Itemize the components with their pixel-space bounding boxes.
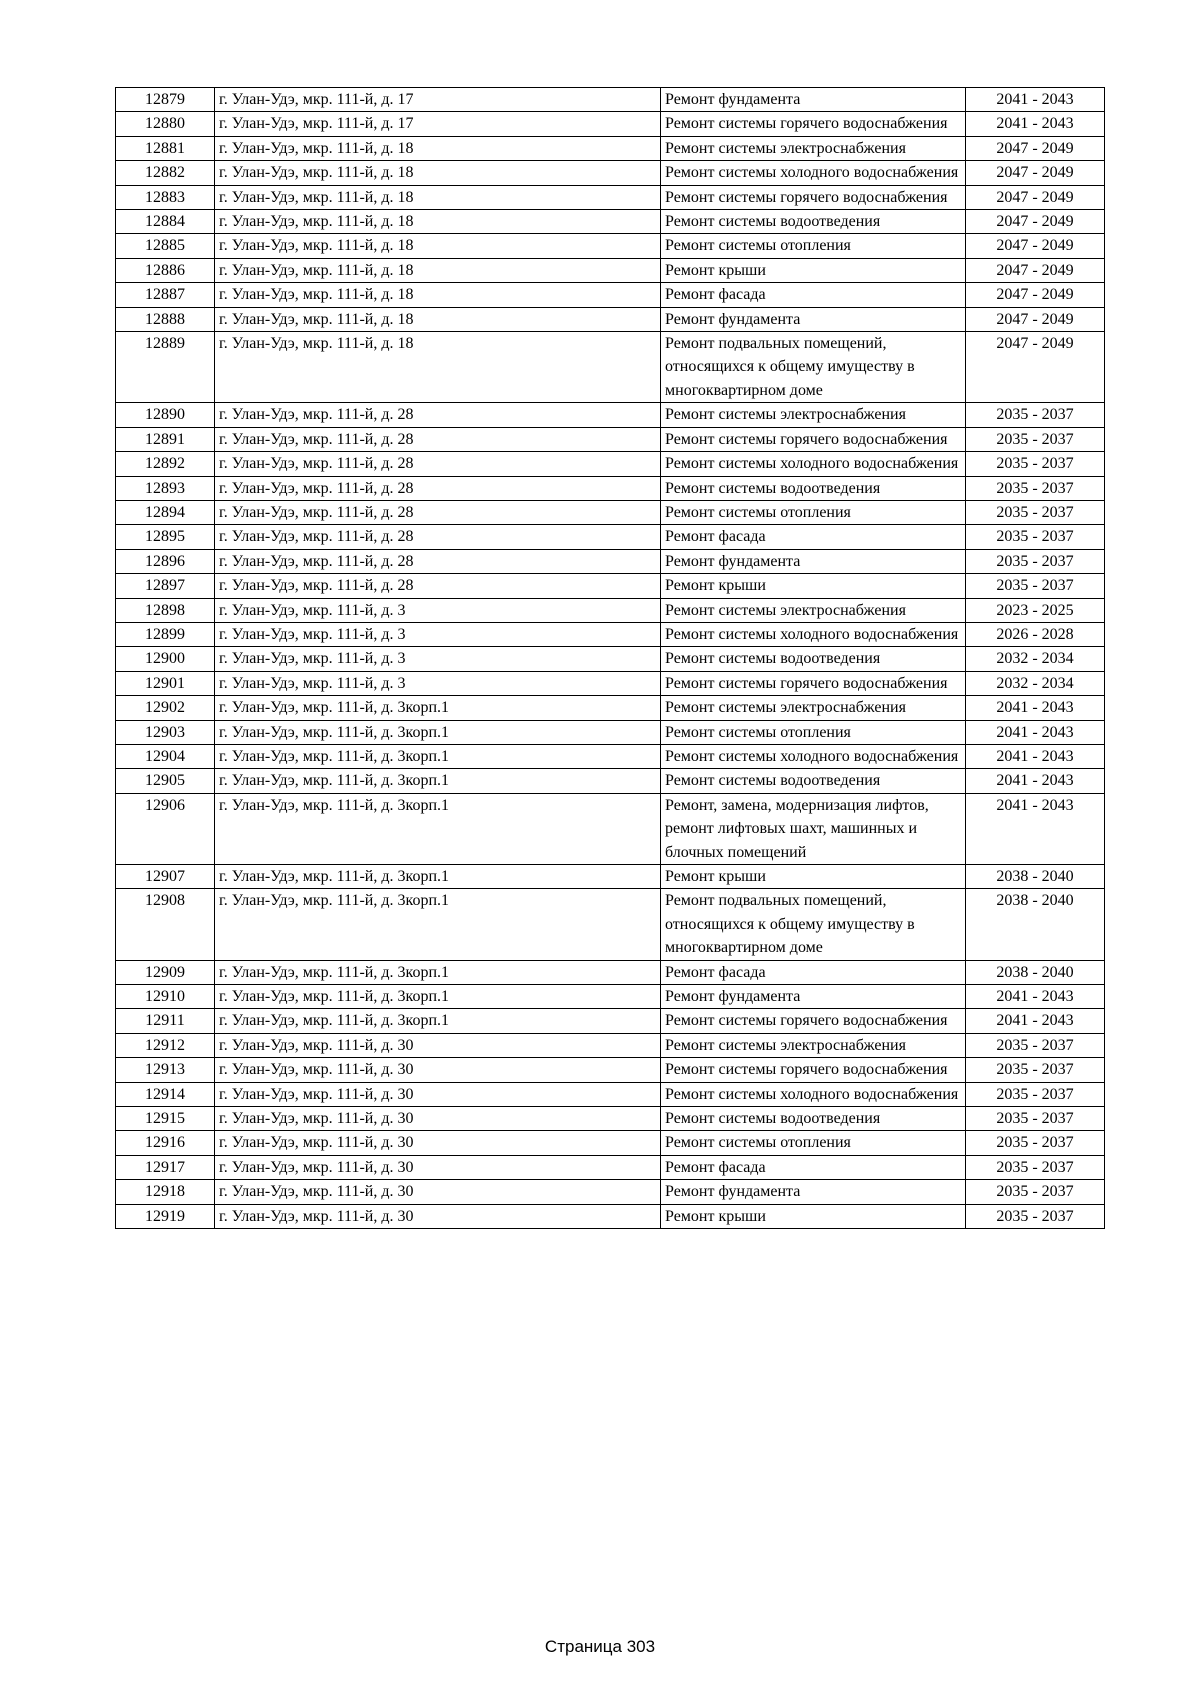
table-row [116,210,1105,234]
table-row [116,647,1105,671]
work-type-cell: Ремонт системы водоотведения [661,210,966,234]
table-row [116,1107,1105,1131]
address-cell: г. Улан-Удэ, мкр. 111-й, д. 17 [215,112,661,136]
address-cell: г. Улан-Удэ, мкр. 111-й, д. 30 [215,1058,661,1082]
work-type-cell: Ремонт системы холодного водоснабжения [661,161,966,185]
address-cell: г. Улан-Удэ, мкр. 111-й, д. 3 [215,622,661,646]
period-cell: 2035 - 2037 [966,1204,1105,1228]
row-number-cell: 12899 [116,622,215,646]
work-type-cell: Ремонт системы электроснабжения [661,136,966,160]
address-cell: г. Улан-Удэ, мкр. 111-й, д. 18 [215,185,661,209]
table-row [116,744,1105,768]
address-cell: г. Улан-Удэ, мкр. 111-й, д. 3корп.1 [215,865,661,889]
work-type-cell: Ремонт системы горячего водоснабжения [661,427,966,451]
period-cell: 2047 - 2049 [966,185,1105,209]
address-cell: г. Улан-Удэ, мкр. 111-й, д. 3корп.1 [215,1009,661,1033]
row-number-cell: 12902 [116,696,215,720]
work-type-cell: Ремонт системы электроснабжения [661,1033,966,1057]
work-type-cell: Ремонт системы водоотведения [661,476,966,500]
period-cell: 2032 - 2034 [966,671,1105,695]
work-type-cell: Ремонт системы отопления [661,500,966,524]
work-type-cell: Ремонт фундамента [661,549,966,573]
table-row [116,1009,1105,1033]
table-row [116,889,1105,960]
table-row [116,403,1105,427]
work-type-cell: Ремонт фасада [661,525,966,549]
row-number-cell: 12919 [116,1204,215,1228]
address-cell: г. Улан-Удэ, мкр. 111-й, д. 28 [215,525,661,549]
address-cell: г. Улан-Удэ, мкр. 111-й, д. 28 [215,403,661,427]
page-number: Страница 303 [544,1637,656,1656]
table-row [116,307,1105,331]
period-cell: 2047 - 2049 [966,136,1105,160]
table-row [116,427,1105,451]
work-type-cell: Ремонт системы водоотведения [661,769,966,793]
work-type-cell: Ремонт крыши [661,574,966,598]
address-cell: г. Улан-Удэ, мкр. 111-й, д. 18 [215,136,661,160]
row-number-cell: 12880 [116,112,215,136]
period-cell: 2035 - 2037 [966,1058,1105,1082]
work-type-cell: Ремонт системы горячего водоснабжения [661,112,966,136]
address-cell: г. Улан-Удэ, мкр. 111-й, д. 28 [215,427,661,451]
work-type-cell: Ремонт системы электроснабжения [661,696,966,720]
table-row [116,112,1105,136]
table-row [116,88,1105,112]
address-cell: г. Улан-Удэ, мкр. 111-й, д. 30 [215,1131,661,1155]
row-number-cell: 12905 [116,769,215,793]
row-number-cell: 12886 [116,258,215,282]
period-cell: 2047 - 2049 [966,234,1105,258]
table-row [116,671,1105,695]
work-type-cell: Ремонт крыши [661,865,966,889]
period-cell: 2047 - 2049 [966,210,1105,234]
row-number-cell: 12883 [116,185,215,209]
row-number-cell: 12908 [116,889,215,960]
work-type-cell: Ремонт системы водоотведения [661,1107,966,1131]
table-row [116,960,1105,984]
row-number-cell: 12891 [116,427,215,451]
row-number-cell: 12892 [116,452,215,476]
address-cell: г. Улан-Удэ, мкр. 111-й, д. 18 [215,258,661,282]
row-number-cell: 12898 [116,598,215,622]
address-cell: г. Улан-Удэ, мкр. 111-й, д. 30 [215,1033,661,1057]
period-cell: 2041 - 2043 [966,112,1105,136]
row-number-cell: 12894 [116,500,215,524]
work-type-cell: Ремонт подвальных помещений, относящихся к общему имуществу в многоквартирном доме [661,889,966,960]
period-cell: 2035 - 2037 [966,500,1105,524]
row-number-cell: 12881 [116,136,215,160]
address-cell: г. Улан-Удэ, мкр. 111-й, д. 18 [215,161,661,185]
address-cell: г. Улан-Удэ, мкр. 111-й, д. 3 [215,598,661,622]
address-cell: г. Улан-Удэ, мкр. 111-й, д. 3корп.1 [215,985,661,1009]
row-number-cell: 12895 [116,525,215,549]
period-cell: 2047 - 2049 [966,161,1105,185]
row-number-cell: 12910 [116,985,215,1009]
period-cell: 2035 - 2037 [966,525,1105,549]
row-number-cell: 12917 [116,1155,215,1179]
address-cell: г. Улан-Удэ, мкр. 111-й, д. 30 [215,1180,661,1204]
period-cell: 2047 - 2049 [966,258,1105,282]
period-cell: 2035 - 2037 [966,1155,1105,1179]
table-row [116,985,1105,1009]
work-type-cell: Ремонт системы холодного водоснабжения [661,1082,966,1106]
period-cell: 2035 - 2037 [966,1082,1105,1106]
work-type-cell: Ремонт системы горячего водоснабжения [661,185,966,209]
row-number-cell: 12885 [116,234,215,258]
address-cell: г. Улан-Удэ, мкр. 111-й, д. 17 [215,88,661,112]
address-cell: г. Улан-Удэ, мкр. 111-й, д. 18 [215,332,661,403]
address-cell: г. Улан-Удэ, мкр. 111-й, д. 28 [215,574,661,598]
table-row [116,574,1105,598]
work-type-cell: Ремонт фасада [661,283,966,307]
period-cell: 2047 - 2049 [966,307,1105,331]
period-cell: 2035 - 2037 [966,452,1105,476]
row-number-cell: 12913 [116,1058,215,1082]
row-number-cell: 12879 [116,88,215,112]
period-cell: 2035 - 2037 [966,427,1105,451]
row-number-cell: 12918 [116,1180,215,1204]
work-type-cell: Ремонт системы водоотведения [661,647,966,671]
address-cell: г. Улан-Удэ, мкр. 111-й, д. 30 [215,1107,661,1131]
work-type-cell: Ремонт системы отопления [661,720,966,744]
work-type-cell: Ремонт крыши [661,258,966,282]
period-cell: 2047 - 2049 [966,283,1105,307]
table-row [116,769,1105,793]
work-type-cell: Ремонт фундамента [661,985,966,1009]
address-cell: г. Улан-Удэ, мкр. 111-й, д. 28 [215,549,661,573]
work-type-cell: Ремонт системы холодного водоснабжения [661,744,966,768]
address-cell: г. Улан-Удэ, мкр. 111-й, д. 28 [215,476,661,500]
work-type-cell: Ремонт системы горячего водоснабжения [661,1058,966,1082]
address-cell: г. Улан-Удэ, мкр. 111-й, д. 28 [215,452,661,476]
table-row [116,258,1105,282]
table-row [116,1033,1105,1057]
table-row [116,720,1105,744]
period-cell: 2041 - 2043 [966,985,1105,1009]
table-row [116,1082,1105,1106]
address-cell: г. Улан-Удэ, мкр. 111-й, д. 28 [215,500,661,524]
work-type-cell: Ремонт системы горячего водоснабжения [661,671,966,695]
work-type-cell: Ремонт фундамента [661,1180,966,1204]
work-type-cell: Ремонт системы горячего водоснабжения [661,1009,966,1033]
work-type-cell: Ремонт системы холодного водоснабжения [661,622,966,646]
row-number-cell: 12907 [116,865,215,889]
table-row [116,136,1105,160]
period-cell: 2035 - 2037 [966,574,1105,598]
address-cell: г. Улан-Удэ, мкр. 111-й, д. 18 [215,234,661,258]
table-row [116,234,1105,258]
period-cell: 2041 - 2043 [966,793,1105,864]
period-cell: 2035 - 2037 [966,549,1105,573]
address-cell: г. Улан-Удэ, мкр. 111-й, д. 18 [215,210,661,234]
period-cell: 2041 - 2043 [966,769,1105,793]
address-cell: г. Улан-Удэ, мкр. 111-й, д. 18 [215,283,661,307]
period-cell: 2035 - 2037 [966,1131,1105,1155]
address-cell: г. Улан-Удэ, мкр. 111-й, д. 3корп.1 [215,769,661,793]
table-row [116,793,1105,864]
work-type-cell: Ремонт фундамента [661,307,966,331]
row-number-cell: 12906 [116,793,215,864]
period-cell: 2035 - 2037 [966,476,1105,500]
address-cell: г. Улан-Удэ, мкр. 111-й, д. 3корп.1 [215,960,661,984]
row-number-cell: 12900 [116,647,215,671]
row-number-cell: 12915 [116,1107,215,1131]
table-row [116,598,1105,622]
table-row [116,283,1105,307]
row-number-cell: 12882 [116,161,215,185]
address-cell: г. Улан-Удэ, мкр. 111-й, д. 3корп.1 [215,720,661,744]
work-type-cell: Ремонт крыши [661,1204,966,1228]
table-row [116,476,1105,500]
row-number-cell: 12884 [116,210,215,234]
row-number-cell: 12890 [116,403,215,427]
row-number-cell: 12912 [116,1033,215,1057]
table-row [116,696,1105,720]
row-number-cell: 12888 [116,307,215,331]
table-row [116,161,1105,185]
period-cell: 2041 - 2043 [966,720,1105,744]
work-type-cell: Ремонт подвальных помещений, относящихся к общему имуществу в многоквартирном доме [661,332,966,403]
address-cell: г. Улан-Удэ, мкр. 111-й, д. 3корп.1 [215,889,661,960]
row-number-cell: 12896 [116,549,215,573]
period-cell: 2038 - 2040 [966,960,1105,984]
address-cell: г. Улан-Удэ, мкр. 111-й, д. 3корп.1 [215,696,661,720]
work-type-cell: Ремонт фасада [661,1155,966,1179]
address-cell: г. Улан-Удэ, мкр. 111-й, д. 3корп.1 [215,744,661,768]
period-cell: 2035 - 2037 [966,1033,1105,1057]
period-cell: 2035 - 2037 [966,1107,1105,1131]
address-cell: г. Улан-Удэ, мкр. 111-й, д. 18 [215,307,661,331]
address-cell: г. Улан-Удэ, мкр. 111-й, д. 30 [215,1204,661,1228]
table-row [116,500,1105,524]
work-type-cell: Ремонт системы отопления [661,1131,966,1155]
period-cell: 2041 - 2043 [966,1009,1105,1033]
address-cell: г. Улан-Удэ, мкр. 111-й, д. 30 [215,1082,661,1106]
work-type-cell: Ремонт фасада [661,960,966,984]
address-cell: г. Улан-Удэ, мкр. 111-й, д. 3корп.1 [215,793,661,864]
row-number-cell: 12903 [116,720,215,744]
table-row [116,1204,1105,1228]
table-body [116,88,1105,1229]
row-number-cell: 12897 [116,574,215,598]
work-type-cell: Ремонт системы электроснабжения [661,403,966,427]
address-cell: г. Улан-Удэ, мкр. 111-й, д. 30 [215,1155,661,1179]
table-row [116,1180,1105,1204]
work-type-cell: Ремонт системы отопления [661,234,966,258]
period-cell: 2041 - 2043 [966,696,1105,720]
work-type-cell: Ремонт системы холодного водоснабжения [661,452,966,476]
table-row [116,525,1105,549]
row-number-cell: 12887 [116,283,215,307]
period-cell: 2032 - 2034 [966,647,1105,671]
period-cell: 2038 - 2040 [966,865,1105,889]
row-number-cell: 12889 [116,332,215,403]
period-cell: 2035 - 2037 [966,1180,1105,1204]
row-number-cell: 12904 [116,744,215,768]
table-row [116,865,1105,889]
row-number-cell: 12901 [116,671,215,695]
period-cell: 2041 - 2043 [966,744,1105,768]
row-number-cell: 12893 [116,476,215,500]
repair-schedule-table [115,87,1105,1229]
period-cell: 2038 - 2040 [966,889,1105,960]
table-row [116,1058,1105,1082]
table-row [116,185,1105,209]
row-number-cell: 12911 [116,1009,215,1033]
table-row [116,549,1105,573]
work-type-cell: Ремонт системы электроснабжения [661,598,966,622]
period-cell: 2047 - 2049 [966,332,1105,403]
period-cell: 2023 - 2025 [966,598,1105,622]
table-row [116,332,1105,403]
row-number-cell: 12916 [116,1131,215,1155]
period-cell: 2041 - 2043 [966,88,1105,112]
table-row [116,452,1105,476]
row-number-cell: 12909 [116,960,215,984]
period-cell: 2026 - 2028 [966,622,1105,646]
work-type-cell: Ремонт, замена, модернизация лифтов, ремонт лифтовых шахт, машинных и блочных помещений [661,793,966,864]
table-row [116,1155,1105,1179]
address-cell: г. Улан-Удэ, мкр. 111-й, д. 3 [215,647,661,671]
work-type-cell: Ремонт фундамента [661,88,966,112]
table-row [116,1131,1105,1155]
table-row [116,622,1105,646]
row-number-cell: 12914 [116,1082,215,1106]
period-cell: 2035 - 2037 [966,403,1105,427]
address-cell: г. Улан-Удэ, мкр. 111-й, д. 3 [215,671,661,695]
